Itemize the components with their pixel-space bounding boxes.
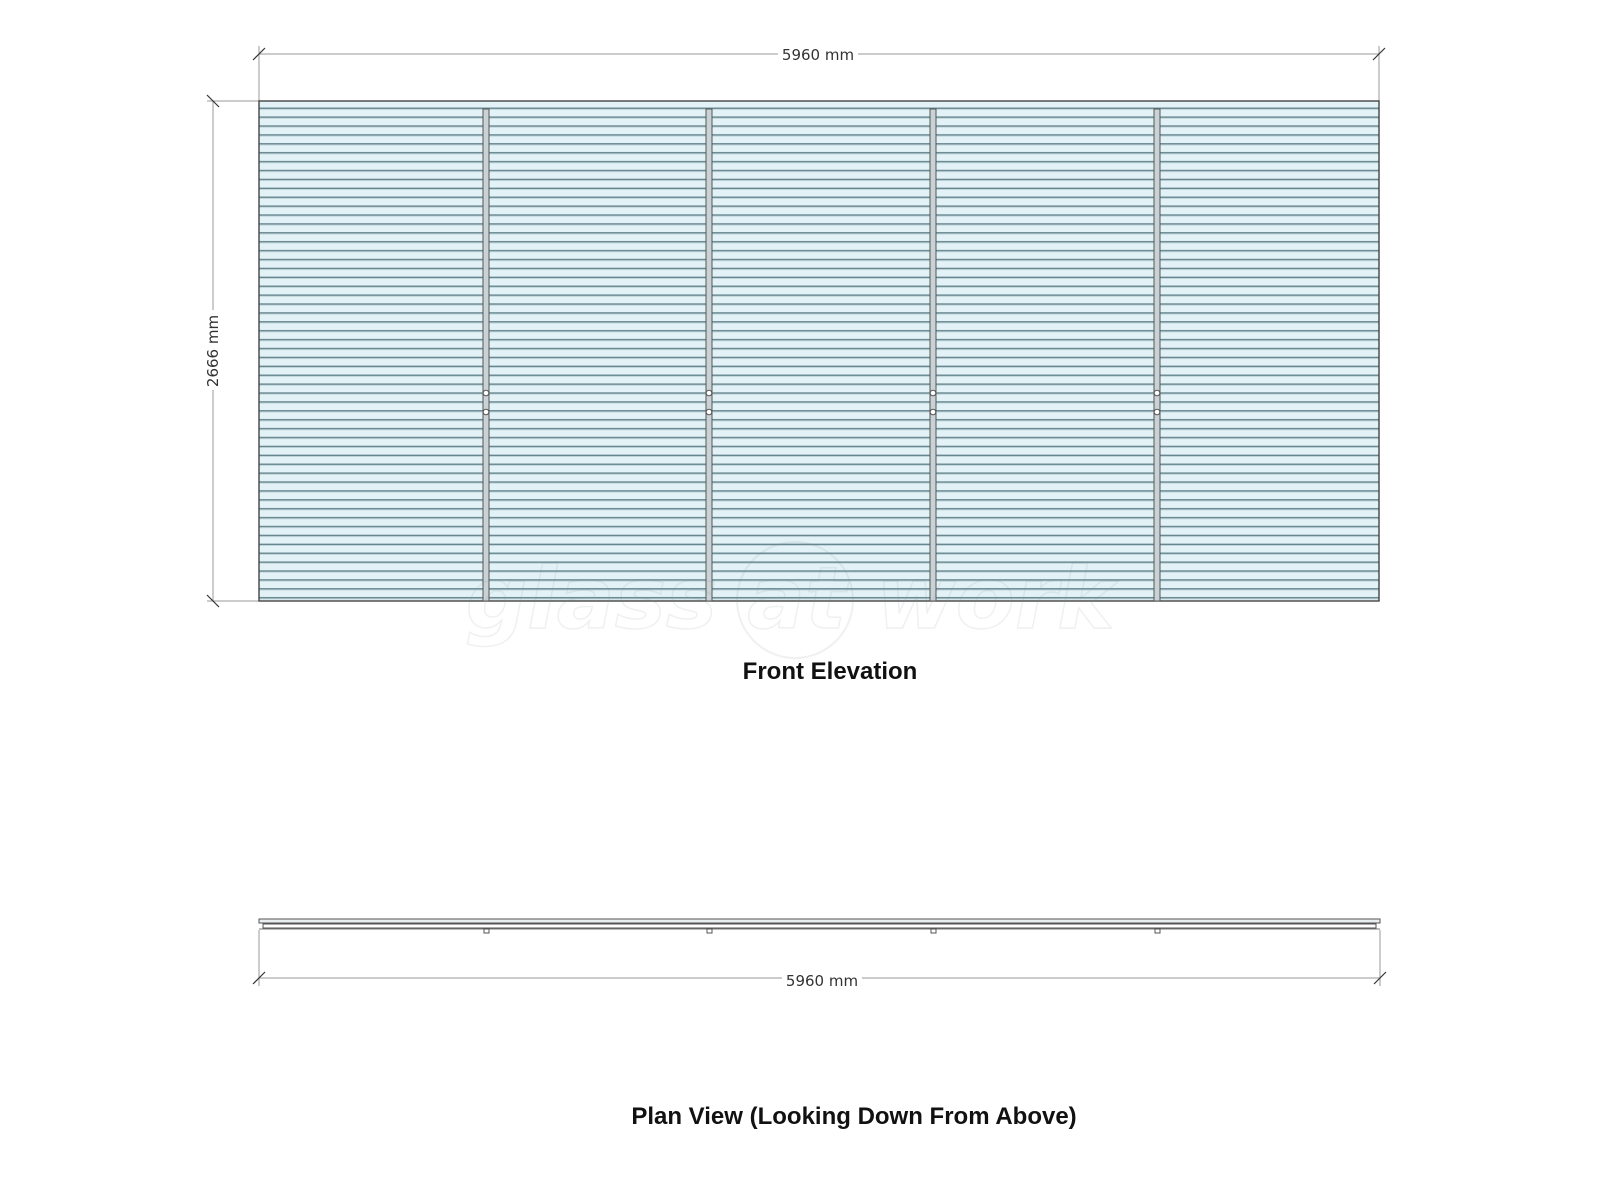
post-2 [706, 109, 712, 601]
post-4 [1154, 109, 1160, 601]
front-width-label: 5960 mm [781, 46, 855, 64]
glass-screen [259, 101, 1379, 601]
plan-view-caption: Plan View (Looking Down From Above) [631, 1103, 1077, 1130]
plan-post-4 [1155, 929, 1160, 933]
plan-view [253, 919, 1386, 1130]
plan-post-1 [484, 929, 489, 933]
plan-post-2 [707, 929, 712, 933]
front-height-dimension [202, 95, 259, 607]
plan-post-3 [931, 929, 936, 933]
front-elevation [202, 44, 1385, 685]
watermark-logo [466, 542, 1119, 658]
front-width-dimension [253, 44, 1385, 101]
svg-text:glass at work: glass at work [465, 549, 1115, 649]
plan-glass-section [259, 919, 1380, 929]
post-1 [483, 109, 489, 601]
front-height-label: 2666 mm [204, 314, 222, 388]
plan-width-label: 5960 mm [785, 972, 859, 990]
front-elevation-caption: Front Elevation [742, 658, 918, 685]
post-3 [930, 109, 936, 601]
plan-width-dimension [253, 930, 1386, 990]
